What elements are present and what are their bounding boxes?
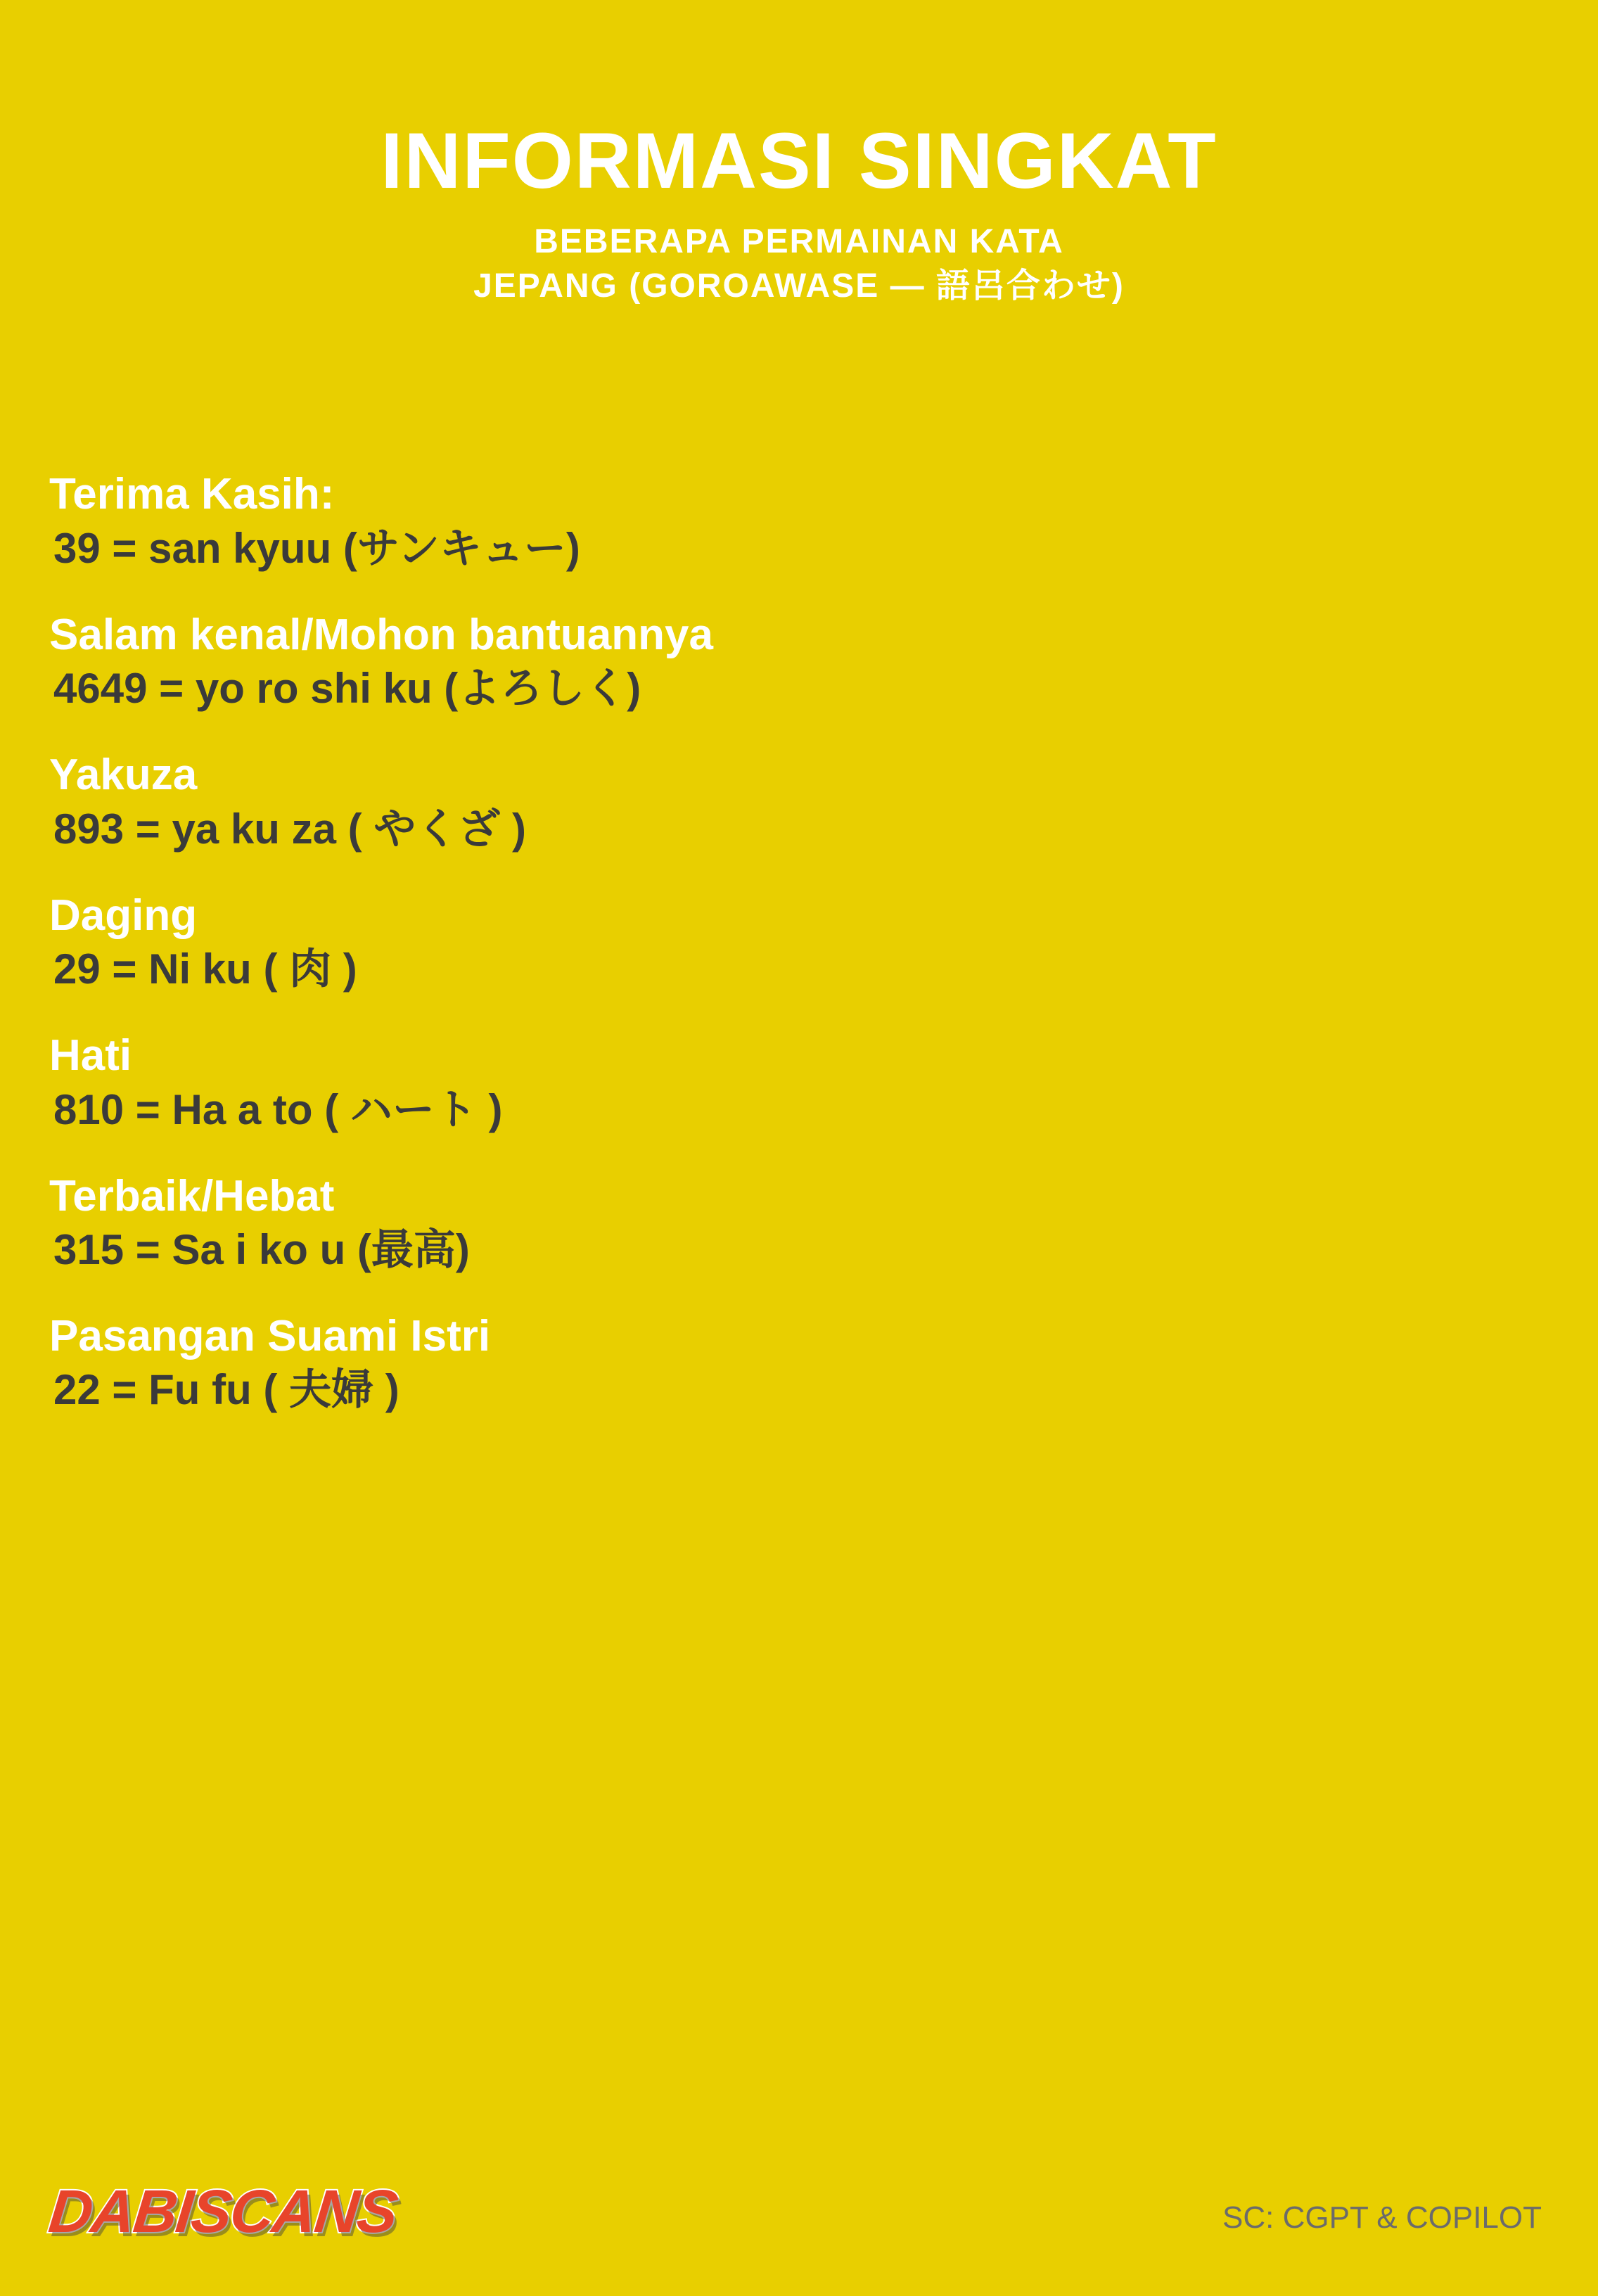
entry-value: 22 = Fu fu ( 夫婦 ): [53, 1366, 400, 1414]
entry-value: 39 = san kyuu (サンキュー): [53, 524, 580, 572]
entry-label: Pasangan Suami Istri: [49, 1311, 491, 1360]
source-credit: SC: CGPT & COPILOT: [1222, 2200, 1542, 2235]
entry-value: 4649 = yo ro shi ku (よろしく): [53, 665, 641, 713]
page-subtitle: [271, 219, 1327, 309]
list-item: [49, 891, 1556, 995]
entry-list: [0, 470, 1598, 1415]
poster-footer: [0, 2155, 1598, 2254]
entry-label: Terima Kasih:: [49, 470, 335, 519]
entry-value: 315 = Sa i ko u (最高): [53, 1225, 470, 1273]
list-item: [49, 1031, 1556, 1135]
list-item: [49, 1172, 1556, 1275]
entry-label: Terbaik/Hebat: [49, 1171, 335, 1220]
entry-value: 893 = ya ku za ( やくざ ): [53, 805, 526, 853]
entry-label: Hati: [49, 1031, 132, 1080]
list-item: [49, 751, 1556, 854]
list-item: [49, 470, 1556, 573]
entry-label: Salam kenal/Mohon bantuannya: [49, 610, 713, 659]
entry-label: Daging: [49, 891, 198, 940]
page-subtitle-line-2: JEPANG (GOROAWASE — 語呂合わせ): [473, 267, 1125, 305]
brand-logo: DABISCANS: [46, 2178, 400, 2245]
list-item: [49, 611, 1556, 714]
entry-label: Yakuza: [49, 751, 198, 800]
list-item: [49, 1312, 1556, 1415]
poster-header: [0, 0, 1598, 308]
page-subtitle-line-1: BEBERAPA PERMAINAN KATA: [534, 222, 1064, 260]
entry-value: 810 = Ha a to ( ハート ): [53, 1085, 503, 1133]
page-title: INFORMASI SINGKAT: [381, 117, 1217, 205]
entry-value: 29 = Ni ku ( 肉 ): [53, 945, 357, 993]
